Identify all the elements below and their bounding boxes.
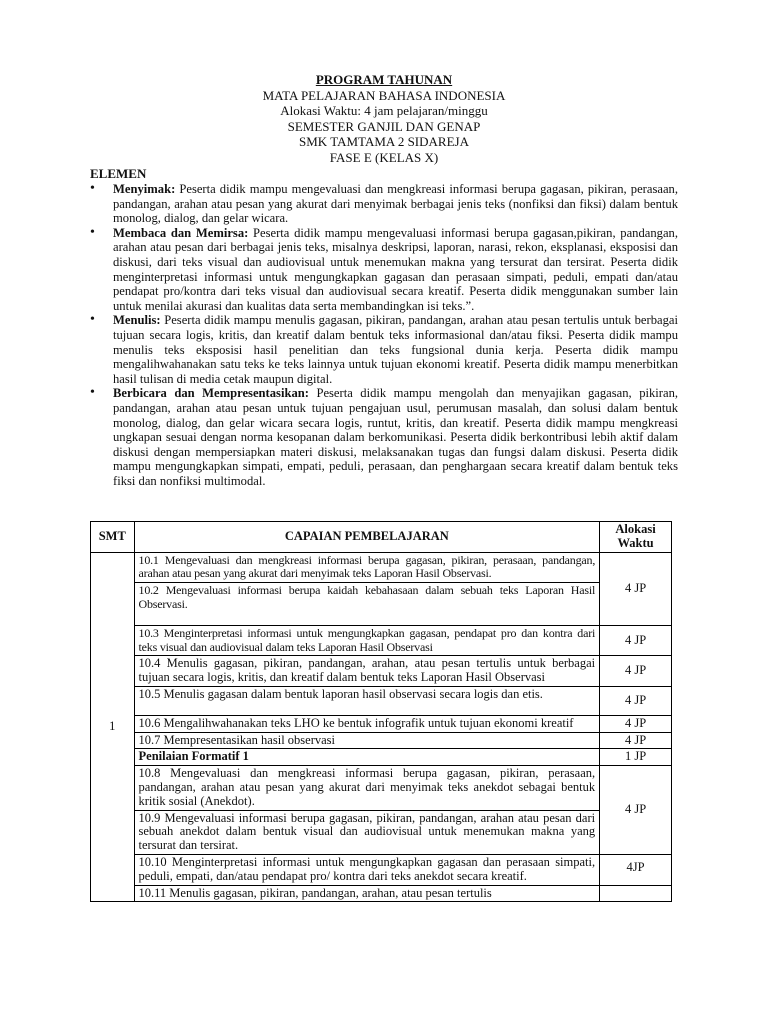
alokasi-10-5: 4 JP — [600, 686, 672, 715]
elemen-label: Berbicara dan Mempresentasikan: — [113, 386, 309, 401]
header-capaian: CAPAIAN PEMBELAJARAN — [134, 522, 600, 553]
school-line: SMK TAMTAMA 2 SIDAREJA — [299, 134, 469, 149]
cp-10-7: 10.7 Mempresentasikan hasil observasi — [134, 732, 600, 749]
cp-10-2-text: 10.2 Mengevaluasi informasi berupa kaidah kebahasaan dalam sebuah teks Laporan Hasil Observasi. — [138, 583, 596, 611]
cp-penilaian-formatif: Penilaian Formatif 1 — [134, 749, 600, 766]
document-title: PROGRAM TAHUNAN — [315, 72, 453, 87]
alokasi-10-7: 4 JP — [600, 732, 672, 749]
table-header-row — [91, 522, 672, 553]
cp-10-2 — [134, 583, 600, 626]
elemen-label: Menulis: — [113, 313, 161, 328]
cp-10-1: 10.1 Mengevaluasi dan mengkreasi informasi berupa gagasan, pikiran, perasaan, pandangan, arahan atau pesan yang akurat dari menyimak teks Laporan Hasil Observasi. — [134, 552, 600, 583]
elemen-item-menulis — [90, 313, 678, 386]
table-row — [91, 625, 672, 656]
table-row — [91, 854, 672, 885]
table-row — [91, 749, 672, 766]
header-alokasi: Alokasi Waktu — [600, 522, 672, 553]
elemen-text: Peserta didik mampu menulis gagasan, pikiran, pandangan, arahan atau pesan tertulis untuk berbagai tujuan secara logis, kritis, dan kreatif dalam bentuk teks informasional dan/atau fiksi. Peserta didik mampu menulis teks eksposisi hasil penelitian dan teks fungsional dunia kerja. Peserta didik mampu mengalihwahanakan satu teks ke teks lainnya untuk tujuan ekonomi kreatif. Peserta didik mampu menerbitkan hasil tulisan di media cetak maupun digital. — [113, 313, 678, 386]
elemen-text: Peserta didik mampu mengevaluasi dan mengkreasi informasi berupa gagasan, pikiran, perasaan, pandangan, arahan atau pesan yang akurat dari menyimak berbagai jenis teks (nonfiksi dan fiksi) dalam bentuk monolog, dialog, dan gelar wicara. — [113, 182, 678, 226]
cp-10-9: 10.9 Mengevaluasi informasi berupa gagasan, pikiran, pandangan, arahan atau pesan dari sebuah anekdot dalam bentuk visual dan audiovisual untuk menemukan makna yang tersurat dan tersirat. — [134, 810, 600, 854]
table-row — [91, 715, 672, 732]
table-row — [91, 885, 672, 902]
elemen-label: Membaca dan Memirsa: — [113, 225, 249, 240]
cp-10-5-text: 10.5 Menulis gagasan dalam bentuk laporan hasil observasi secara logis dan etis. — [138, 686, 543, 701]
smt-value: 1 — [91, 552, 135, 902]
table-row — [91, 656, 672, 687]
table-row — [91, 583, 672, 626]
cp-10-8: 10.8 Mengevaluasi dan mengkreasi informasi berupa gagasan, pikiran, perasaan, pandangan, arahan atau pesan yang akurat dari menyimak teks anekdot sebagai bentuk kritik sosial (Anekdot). — [134, 766, 600, 810]
alokasi-10-6: 4 JP — [600, 715, 672, 732]
time-allocation-line: Alokasi Waktu: 4 jam pelajaran/minggu — [280, 103, 488, 118]
elemen-item-berbicara — [90, 386, 678, 488]
elemen-text: Peserta didik mampu mengolah dan menyajikan gagasan, pikiran, pandangan, arahan atau pesan untuk tujuan pengajuan usul, perumusan masalah, dan solusi dalam bentuk monolog, dialog, dan gelar wicara secara logis, runtut, kritis, dan kreatif. Peserta didik mampu mengkreasi ungkapan sesuai dengan norma kesopanan dalam berkomunikasi. Peserta didik berkontribusi lebih aktif dalam diskusi dengan mempersiapkan materi diskusi, melaksanakan tugas dan fungsi dalam diskusi. Peserta didik mampu mengungkapkan simpati, empati, peduli, perasaan, dan penghargaan secara kreatif dalam bentuk teks fiksi dan nonfiksi multimodal. — [113, 386, 679, 488]
alokasi-10-11 — [600, 885, 672, 902]
document-header — [0, 72, 768, 165]
cp-10-10: 10.10 Menginterpretasi informasi untuk mengungkapkan gagasan dan perasaan simpati, peduli, empati, dan/atau pendapat pro/ kontra dari teks anekdot secara kreatif. — [134, 854, 600, 885]
alokasi-10-3: 4 JP — [600, 625, 672, 656]
cp-10-5 — [134, 686, 600, 715]
elemen-item-menyimak — [90, 182, 678, 226]
alokasi-10-1-2: 4 JP — [600, 552, 672, 625]
cp-10-4: 10.4 Menulis gagasan, pikiran, pandangan, arahan, atau pesan tertulis untuk berbagai tujuan secara logis, kritis, dan kreatif dalam bentuk teks Laporan Hasil Observasi — [134, 656, 600, 687]
elemen-label: Menyimak: — [113, 182, 176, 196]
elemen-item-membaca — [90, 226, 678, 314]
subject-line: MATA PELAJARAN BAHASA INDONESIA — [262, 87, 506, 103]
table-row — [91, 810, 672, 854]
alokasi-10-10: 4JP — [600, 854, 672, 885]
table-row — [91, 686, 672, 715]
alokasi-penilaian-formatif: 1 JP — [600, 749, 672, 766]
elemen-heading: ELEMEN — [90, 166, 147, 181]
elemen-list — [90, 182, 678, 488]
phase-line: FASE E (KELAS X) — [329, 149, 439, 165]
cp-10-3: 10.3 Menginterpretasi informasi untuk mengungkapkan gagasan, pendapat pro dan kontra dari teks visual dan audiovisual dalam teks Laporan Hasil Observasi — [134, 625, 600, 656]
cp-10-6: 10.6 Mengalihwahanakan teks LHO ke bentuk infografik untuk tujuan ekonomi kreatif — [134, 715, 600, 732]
elemen-text: Peserta didik mampu mengevaluasi informasi berupa gagasan,pikiran, pandangan, arahan atau pesan dari berbagai jenis teks, misalnya deskripsi, laporan, narasi, rekon, eksplanasi, eksposisi dan diskusi, dari teks visual dan audiovisual untuk menemukan makna yang tersurat dan tersirat. Peserta didik menginterpretasi informasi untuk mengungkapkan gagasan dan perasaan simpati, peduli, empati dan/atau pendapat pro/kontra dari teks visual dan audiovisual secara kreatif. Peserta didik menggunakan sumber lain untuk menilai akurasi dan kualitas data serta membandingkan isi teks.”. — [113, 225, 678, 313]
table-row — [91, 766, 672, 810]
table-row — [91, 732, 672, 749]
alokasi-10-4: 4 JP — [600, 656, 672, 687]
program-table — [90, 521, 672, 902]
alokasi-10-8-9: 4 JP — [600, 766, 672, 855]
semester-line: SEMESTER GANJIL DAN GENAP — [287, 118, 481, 134]
header-smt: SMT — [91, 522, 135, 553]
cp-10-11: 10.11 Menulis gagasan, pikiran, pandangan, arahan, atau pesan tertulis — [134, 885, 600, 902]
table-row — [91, 552, 672, 583]
